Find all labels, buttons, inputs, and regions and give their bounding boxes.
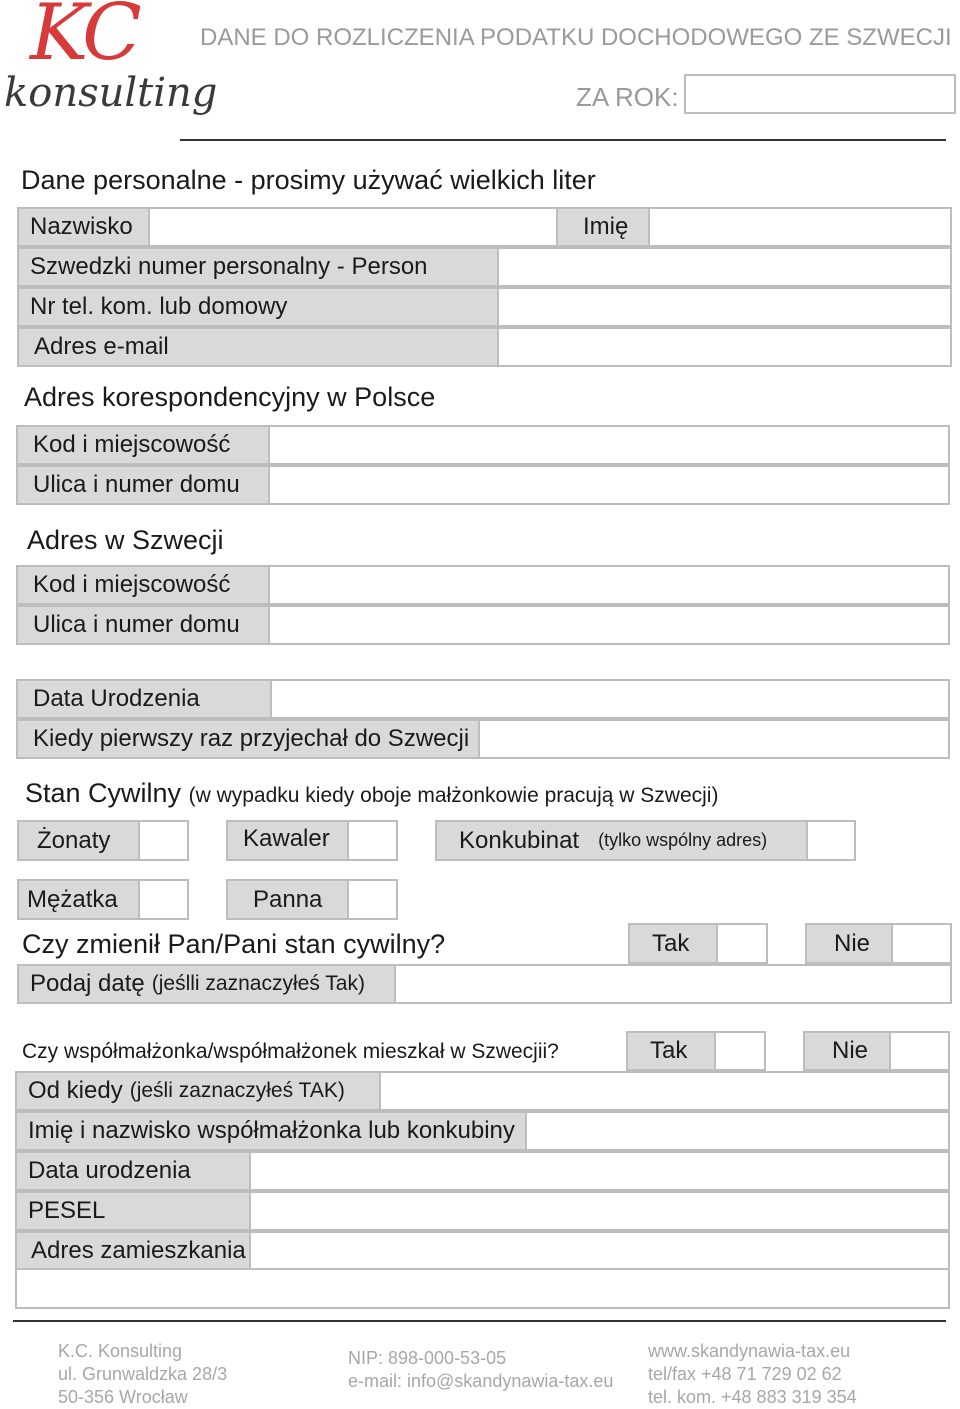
address-pl-postcode-field[interactable] xyxy=(268,425,950,465)
cohabit-label xyxy=(435,820,808,861)
change-question: Czy zmienił Pan/Pani stan cywilny? xyxy=(22,929,446,959)
spouse-since-field[interactable] xyxy=(379,1071,950,1111)
footer-divider xyxy=(13,1320,946,1322)
spouse-birth-field[interactable] xyxy=(249,1151,950,1191)
change-no-checkbox[interactable] xyxy=(891,923,952,964)
cohabit-text: Konkubinat xyxy=(459,826,580,854)
change-yes-label: Tak xyxy=(628,923,718,964)
single-f-label: Panna xyxy=(226,879,349,920)
spouse-since-label xyxy=(15,1071,381,1111)
footer-web-col xyxy=(648,1340,857,1409)
address-se-street-label: Ulica i numer domu xyxy=(16,605,270,645)
birth-date-field[interactable] xyxy=(270,679,950,719)
name-field[interactable] xyxy=(648,207,952,247)
spouse-birth-label: Data urodzenia xyxy=(15,1151,251,1191)
footer-email[interactable]: e-mail: info@skandynawia-tax.eu xyxy=(348,1371,614,1391)
married-m-label: Żonaty xyxy=(17,820,140,861)
year-label: ZA ROK: xyxy=(576,82,679,112)
marital-heading: Stan Cywilny xyxy=(25,778,182,808)
spouse-yes-label: Tak xyxy=(626,1031,716,1071)
surname-field[interactable] xyxy=(148,207,558,247)
address-pl-street-label: Ulica i numer domu xyxy=(16,465,270,505)
change-date-field[interactable] xyxy=(394,964,952,1004)
logo-letters: KC xyxy=(30,0,138,78)
married-m-checkbox[interactable] xyxy=(138,820,189,861)
marital-heading-note: (w wypadku kiedy oboje małżonkowie pracują w Szwecji) xyxy=(188,784,719,807)
change-date-note: (jeślli zaznaczyłeś Tak) xyxy=(151,972,365,995)
person-number-label: Szwedzki numer personalny - Person xyxy=(17,247,499,287)
phone-label: Nr tel. kom. lub domowy xyxy=(17,287,499,327)
footer-contact-col xyxy=(348,1347,613,1393)
spouse-name-field[interactable] xyxy=(525,1111,950,1151)
cohabit-checkbox[interactable] xyxy=(806,820,856,861)
married-f-checkbox[interactable] xyxy=(138,879,189,920)
spouse-address-field-line2[interactable] xyxy=(15,1268,950,1309)
spouse-yes-checkbox[interactable] xyxy=(714,1031,766,1071)
email-label: Adres e-mail xyxy=(17,327,499,367)
single-f-checkbox[interactable] xyxy=(347,879,398,920)
address-pl-heading: Adres korespondencyjny w Polsce xyxy=(24,382,436,412)
spouse-since-note: (jeśli zaznaczyłeś TAK) xyxy=(129,1079,345,1102)
year-field[interactable] xyxy=(684,74,956,114)
logo-word: konsulting xyxy=(4,70,218,116)
marital-heading-row xyxy=(25,778,718,809)
married-f-label: Mężatka xyxy=(17,879,140,920)
spouse-pesel-label: PESEL xyxy=(15,1191,251,1231)
address-se-heading: Adres w Szwecji xyxy=(27,525,224,555)
single-m-label: Kawaler xyxy=(226,820,349,861)
footer-company: K.C. Konsulting xyxy=(58,1341,183,1361)
spouse-pesel-field[interactable] xyxy=(249,1191,950,1231)
address-se-street-field[interactable] xyxy=(268,605,950,645)
footer-street: ul. Grunwaldzka 28/3 xyxy=(58,1364,228,1384)
arrival-label: Kiedy pierwszy raz przyjechał do Szwecji xyxy=(16,719,480,759)
change-yes-checkbox[interactable] xyxy=(716,923,768,964)
name-label: Imię xyxy=(556,207,650,247)
spouse-no-label: Nie xyxy=(803,1031,891,1071)
logo xyxy=(0,0,218,130)
birth-date-label: Data Urodzenia xyxy=(16,679,272,719)
change-date-label xyxy=(17,964,396,1004)
footer-mobile: tel. kom. +48 883 319 354 xyxy=(648,1387,857,1407)
spouse-no-checkbox[interactable] xyxy=(889,1031,950,1071)
footer-nip: NIP: 898-000-53-05 xyxy=(348,1348,507,1368)
address-se-postcode-label: Kod i miejscowość xyxy=(16,565,270,605)
spouse-address-field[interactable] xyxy=(249,1231,950,1270)
address-pl-street-field[interactable] xyxy=(268,465,950,505)
footer-web[interactable]: www.skandynawia-tax.eu xyxy=(648,1341,851,1361)
cohabit-note: (tylko wspólny adres) xyxy=(598,830,768,850)
change-no-label: Nie xyxy=(805,923,893,964)
footer-fax: tel/fax +48 71 729 02 62 xyxy=(648,1364,842,1384)
spouse-address-label: Adres zamieszkania xyxy=(15,1231,251,1270)
single-m-checkbox[interactable] xyxy=(347,820,398,861)
form-title: DANE DO ROZLICZENIA PODATKU DOCHODOWEGO ZE SZWECJI xyxy=(200,24,952,51)
person-number-field[interactable] xyxy=(497,247,952,287)
arrival-field[interactable] xyxy=(478,719,950,759)
personal-heading: Dane personalne - prosimy używać wielkich liter xyxy=(21,165,596,195)
email-field[interactable] xyxy=(497,327,952,367)
surname-label: Nazwisko xyxy=(17,207,150,247)
address-pl-postcode-label: Kod i miejscowość xyxy=(16,425,270,465)
change-date-text: Podaj datę xyxy=(30,970,145,997)
address-se-postcode-field[interactable] xyxy=(268,565,950,605)
spouse-since-text: Od kiedy xyxy=(28,1077,123,1104)
footer-city: 50-356 Wrocław xyxy=(58,1387,188,1407)
phone-field[interactable] xyxy=(497,287,952,327)
spouse-name-label: Imię i nazwisko współmałżonka lub konkubiny xyxy=(15,1111,527,1151)
header-divider xyxy=(180,139,946,141)
footer-company-col xyxy=(58,1340,227,1409)
spouse-question: Czy współmałżonka/współmałżonek mieszkał w Szwecjii? xyxy=(22,1040,559,1063)
